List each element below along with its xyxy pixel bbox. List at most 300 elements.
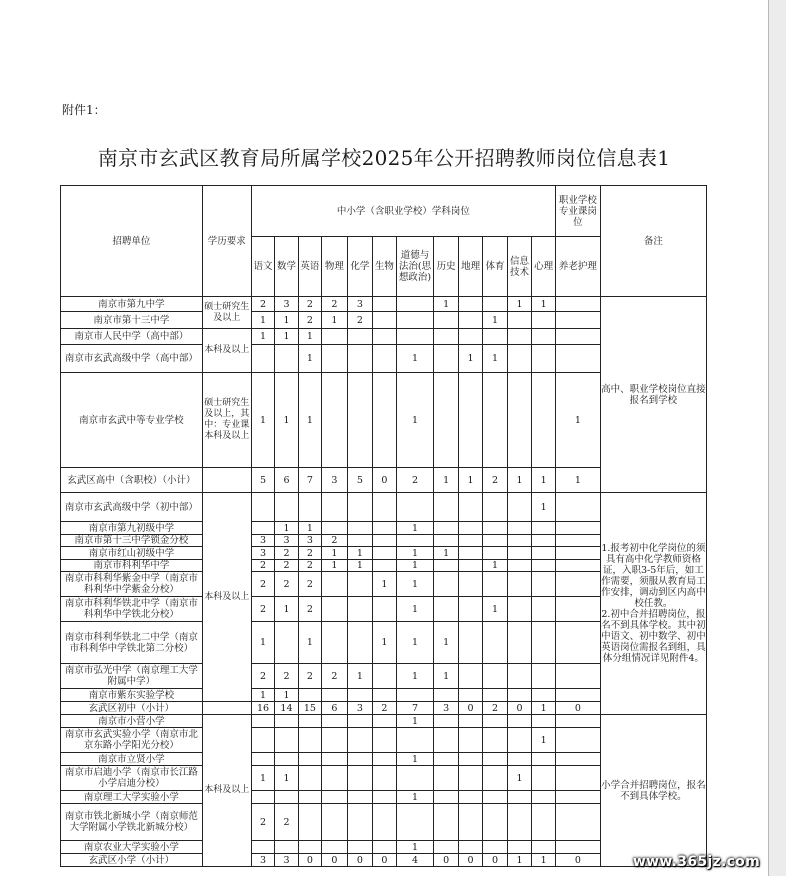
header-subject: 生物 — [373, 237, 396, 297]
header-subject: 地理 — [458, 237, 482, 297]
count-cell — [483, 297, 507, 312]
count-cell: 2 — [483, 468, 507, 493]
count-cell — [322, 841, 348, 854]
count-cell: 3 — [275, 535, 298, 547]
count-cell — [483, 841, 507, 854]
count-cell: 1 — [347, 547, 373, 560]
count-cell — [532, 547, 556, 560]
count-cell — [251, 522, 274, 535]
count-cell — [458, 753, 482, 766]
count-cell — [347, 622, 373, 664]
unit-cell: 玄武区高中（含职校）（小计） — [61, 468, 203, 493]
count-cell: 0 — [373, 468, 396, 493]
unit-cell: 南京市第九中学 — [61, 297, 203, 312]
count-cell — [396, 689, 434, 702]
count-cell — [507, 804, 531, 841]
unit-cell: 南京市小营小学 — [61, 715, 203, 728]
count-cell: 1 — [275, 522, 298, 535]
count-cell — [532, 841, 556, 854]
count-cell: 1 — [458, 468, 482, 493]
count-cell — [434, 329, 458, 345]
count-cell — [434, 753, 458, 766]
count-cell — [396, 329, 434, 345]
count-cell — [507, 312, 531, 329]
count-cell — [555, 329, 600, 345]
count-cell — [275, 753, 298, 766]
count-cell — [275, 715, 298, 728]
count-cell — [347, 791, 373, 804]
unit-cell: 玄武区小学（小计） — [61, 854, 203, 867]
count-cell — [251, 753, 274, 766]
count-cell — [555, 560, 600, 572]
count-cell — [483, 766, 507, 791]
count-cell — [373, 312, 396, 329]
count-cell — [532, 535, 556, 547]
count-cell — [507, 345, 531, 373]
count-cell: 3 — [251, 854, 274, 867]
count-cell: 1 — [298, 522, 321, 535]
count-cell — [322, 753, 348, 766]
count-cell — [275, 345, 298, 373]
count-cell: 1 — [396, 597, 434, 622]
count-cell — [373, 373, 396, 468]
unit-cell: 南京市科利华紫金中学（南京市科利华中学紫金分校） — [61, 572, 203, 597]
unit-cell: 南京市立贤小学 — [61, 753, 203, 766]
count-cell: 1 — [396, 547, 434, 560]
count-cell — [322, 791, 348, 804]
count-cell — [555, 689, 600, 702]
count-cell: 3 — [347, 297, 373, 312]
count-cell: 0 — [322, 854, 348, 867]
count-cell — [507, 329, 531, 345]
count-cell: 1 — [275, 689, 298, 702]
count-cell: 1 — [251, 622, 274, 664]
count-cell — [298, 766, 321, 791]
count-cell — [507, 622, 531, 664]
unit-cell: 南京市玄武中等专业学校 — [61, 373, 203, 468]
count-cell — [555, 791, 600, 804]
count-cell — [434, 766, 458, 791]
count-cell — [434, 597, 458, 622]
count-cell — [532, 329, 556, 345]
count-cell — [347, 841, 373, 854]
count-cell — [507, 547, 531, 560]
count-cell — [434, 373, 458, 468]
count-cell — [555, 535, 600, 547]
count-cell — [555, 715, 600, 728]
unit-cell: 南京市铁北新城小学（南京师范大学附属小学铁北新城分校） — [61, 804, 203, 841]
count-cell: 2 — [251, 664, 274, 689]
count-cell: 0 — [483, 854, 507, 867]
count-cell — [532, 664, 556, 689]
count-cell — [532, 791, 556, 804]
count-cell — [434, 715, 458, 728]
count-cell: 1 — [483, 597, 507, 622]
count-cell — [532, 597, 556, 622]
count-cell: 1 — [532, 297, 556, 312]
count-cell: 1 — [532, 468, 556, 493]
count-cell: 1 — [555, 373, 600, 468]
document-title: 南京市玄武区教育局所属学校2025年公开招聘教师岗位信息表1 — [97, 146, 671, 170]
count-cell — [396, 535, 434, 547]
watermark: www.365jz.com — [632, 854, 760, 870]
header-subject: 道德与法治(思想政治) — [396, 237, 434, 297]
count-cell — [532, 804, 556, 841]
count-cell — [458, 312, 482, 329]
count-cell: 1 — [251, 766, 274, 791]
count-cell — [373, 804, 396, 841]
count-cell: 3 — [298, 535, 321, 547]
header-subject: 数学 — [275, 237, 298, 297]
count-cell: 0 — [507, 702, 531, 715]
count-cell — [458, 572, 482, 597]
count-cell — [322, 329, 348, 345]
count-cell — [532, 345, 556, 373]
header-vocational-subject: 养老护理 — [555, 237, 600, 297]
count-cell — [507, 572, 531, 597]
count-cell: 0 — [434, 854, 458, 867]
count-cell — [347, 597, 373, 622]
count-cell — [483, 664, 507, 689]
count-cell: 1 — [434, 468, 458, 493]
count-cell — [298, 804, 321, 841]
count-cell — [458, 841, 482, 854]
count-cell — [458, 804, 482, 841]
count-cell: 2 — [298, 572, 321, 597]
count-cell — [458, 547, 482, 560]
count-cell — [347, 329, 373, 345]
count-cell — [373, 791, 396, 804]
count-cell: 1 — [532, 702, 556, 715]
count-cell — [347, 766, 373, 791]
count-cell — [298, 791, 321, 804]
count-cell — [532, 522, 556, 535]
count-cell — [322, 572, 348, 597]
count-cell: 0 — [458, 854, 482, 867]
count-cell — [434, 804, 458, 841]
count-cell — [434, 522, 458, 535]
table-row — [61, 715, 707, 728]
count-cell — [458, 597, 482, 622]
count-cell — [434, 791, 458, 804]
count-cell: 2 — [298, 664, 321, 689]
count-cell — [396, 728, 434, 753]
count-cell — [322, 728, 348, 753]
count-cell — [458, 329, 482, 345]
count-cell: 0 — [373, 854, 396, 867]
header-subject: 信息技术 — [507, 237, 531, 297]
count-cell — [458, 715, 482, 728]
count-cell: 1 — [458, 345, 482, 373]
count-cell: 1 — [275, 766, 298, 791]
education-cell: 本科及以上 — [202, 715, 251, 867]
count-cell: 1 — [373, 572, 396, 597]
count-cell: 3 — [347, 702, 373, 715]
count-cell — [347, 572, 373, 597]
count-cell — [373, 522, 396, 535]
count-cell: 2 — [298, 597, 321, 622]
count-cell — [532, 560, 556, 572]
count-cell — [347, 535, 373, 547]
unit-cell: 南京农业大学实验小学 — [61, 841, 203, 854]
count-cell — [434, 689, 458, 702]
unit-cell: 南京市第十三中学 — [61, 312, 203, 329]
count-cell — [458, 297, 482, 312]
count-cell — [483, 329, 507, 345]
count-cell: 1 — [373, 622, 396, 664]
count-cell — [373, 329, 396, 345]
count-cell — [347, 522, 373, 535]
count-cell: 1 — [396, 791, 434, 804]
count-cell — [434, 345, 458, 373]
unit-cell: 南京市第十三中学锁金分校 — [61, 535, 203, 547]
count-cell — [555, 312, 600, 329]
count-cell: 1 — [434, 622, 458, 664]
count-cell — [322, 766, 348, 791]
count-cell — [298, 493, 321, 522]
count-cell — [555, 664, 600, 689]
count-cell — [434, 493, 458, 522]
count-cell: 1 — [396, 560, 434, 572]
count-cell — [507, 791, 531, 804]
count-cell: 1 — [507, 854, 531, 867]
count-cell — [434, 535, 458, 547]
count-cell: 1 — [275, 373, 298, 468]
unit-cell: 南京市玄武实验小学（南京市北京东路小学阳光分校） — [61, 728, 203, 753]
count-cell: 6 — [322, 702, 348, 715]
count-cell: 1 — [251, 689, 274, 702]
count-cell: 1 — [275, 312, 298, 329]
count-cell — [507, 522, 531, 535]
count-cell — [532, 572, 556, 597]
count-cell: 2 — [298, 560, 321, 572]
count-cell: 2 — [298, 547, 321, 560]
count-cell — [507, 841, 531, 854]
count-cell: 1 — [483, 312, 507, 329]
count-cell: 1 — [532, 493, 556, 522]
count-cell — [458, 622, 482, 664]
education-cell — [202, 702, 251, 715]
count-cell — [483, 547, 507, 560]
count-cell: 1 — [275, 597, 298, 622]
unit-cell: 南京市红山初级中学 — [61, 547, 203, 560]
header-subject: 物理 — [322, 237, 348, 297]
count-cell: 2 — [322, 297, 348, 312]
count-cell — [555, 572, 600, 597]
count-cell — [298, 689, 321, 702]
count-cell — [483, 535, 507, 547]
count-cell: 1 — [532, 728, 556, 753]
education-cell: 硕士研究生及以上 — [202, 297, 251, 329]
count-cell — [322, 622, 348, 664]
count-cell: 2 — [373, 702, 396, 715]
unit-cell: 南京市启迪小学（南京市长江路小学启迪分校） — [61, 766, 203, 791]
count-cell — [373, 493, 396, 522]
count-cell: 1 — [251, 329, 274, 345]
count-cell — [532, 753, 556, 766]
count-cell: 4 — [396, 854, 434, 867]
count-cell: 0 — [347, 854, 373, 867]
count-cell: 1 — [434, 297, 458, 312]
count-cell — [251, 728, 274, 753]
count-cell: 6 — [275, 468, 298, 493]
count-cell — [298, 753, 321, 766]
count-cell — [322, 345, 348, 373]
count-cell — [373, 597, 396, 622]
table-row — [61, 297, 707, 312]
header-subject: 英语 — [298, 237, 321, 297]
education-cell — [202, 468, 251, 493]
count-cell — [555, 753, 600, 766]
count-cell — [322, 715, 348, 728]
count-cell — [483, 689, 507, 702]
count-cell — [507, 664, 531, 689]
count-cell — [507, 493, 531, 522]
count-cell — [275, 791, 298, 804]
count-cell: 3 — [322, 468, 348, 493]
remark-cell: 小学合并招聘岗位，报名不到具体学校。 — [600, 715, 706, 867]
count-cell — [458, 522, 482, 535]
count-cell — [347, 373, 373, 468]
count-cell: 16 — [251, 702, 274, 715]
count-cell — [555, 345, 600, 373]
count-cell: 2 — [251, 560, 274, 572]
count-cell: 7 — [298, 468, 321, 493]
count-cell — [373, 715, 396, 728]
count-cell — [347, 715, 373, 728]
count-cell: 1 — [298, 345, 321, 373]
header-subject: 体育 — [483, 237, 507, 297]
count-cell — [373, 766, 396, 791]
count-cell: 2 — [275, 664, 298, 689]
unit-cell: 南京市科利华铁北中学（南京市科利华中学铁北分校） — [61, 597, 203, 622]
count-cell — [483, 753, 507, 766]
count-cell: 1 — [396, 622, 434, 664]
count-cell — [555, 493, 600, 522]
count-cell — [532, 312, 556, 329]
count-cell — [532, 715, 556, 728]
count-cell — [373, 753, 396, 766]
count-cell: 2 — [275, 572, 298, 597]
count-cell — [347, 753, 373, 766]
count-cell: 1 — [322, 560, 348, 572]
count-cell — [251, 493, 274, 522]
count-cell — [532, 622, 556, 664]
count-cell — [532, 373, 556, 468]
count-cell — [483, 522, 507, 535]
count-cell — [434, 728, 458, 753]
count-cell: 2 — [396, 468, 434, 493]
count-cell — [396, 312, 434, 329]
count-cell: 2 — [251, 572, 274, 597]
unit-cell: 南京市第九初级中学 — [61, 522, 203, 535]
count-cell — [532, 766, 556, 791]
count-cell: 2 — [275, 804, 298, 841]
count-cell — [322, 804, 348, 841]
unit-cell: 南京市紫东实验学校 — [61, 689, 203, 702]
count-cell — [507, 560, 531, 572]
count-cell — [555, 766, 600, 791]
count-cell — [507, 728, 531, 753]
count-cell — [434, 312, 458, 329]
count-cell — [396, 766, 434, 791]
count-cell — [373, 297, 396, 312]
count-cell: 1 — [298, 373, 321, 468]
header-subject: 化学 — [347, 237, 373, 297]
count-cell: 1 — [298, 329, 321, 345]
count-cell: 1 — [396, 345, 434, 373]
count-cell: 0 — [555, 854, 600, 867]
unit-cell: 南京市科利华铁北二中学（南京市科利华中学铁北第二分校） — [61, 622, 203, 664]
count-cell: 3 — [251, 535, 274, 547]
count-cell — [347, 345, 373, 373]
count-cell: 1 — [322, 312, 348, 329]
count-cell — [275, 622, 298, 664]
unit-cell: 南京市人民中学（高中部） — [61, 329, 203, 345]
count-cell — [434, 572, 458, 597]
count-cell — [322, 373, 348, 468]
count-cell — [373, 689, 396, 702]
count-cell — [251, 791, 274, 804]
count-cell: 1 — [275, 329, 298, 345]
count-cell — [458, 373, 482, 468]
count-cell — [458, 664, 482, 689]
count-cell — [555, 547, 600, 560]
count-cell: 2 — [322, 535, 348, 547]
count-cell — [373, 841, 396, 854]
count-cell — [373, 728, 396, 753]
count-cell — [396, 804, 434, 841]
count-cell — [251, 715, 274, 728]
count-cell — [507, 689, 531, 702]
education-cell: 本科及以上 — [202, 493, 251, 702]
count-cell — [458, 728, 482, 753]
count-cell: 1 — [507, 468, 531, 493]
count-cell — [507, 373, 531, 468]
count-cell — [275, 728, 298, 753]
count-cell — [373, 664, 396, 689]
count-cell — [483, 791, 507, 804]
count-cell: 1 — [396, 373, 434, 468]
count-cell: 1 — [347, 560, 373, 572]
count-cell — [483, 572, 507, 597]
count-cell: 1 — [396, 572, 434, 597]
count-cell — [434, 560, 458, 572]
header-subject: 语文 — [251, 237, 274, 297]
table-row — [61, 493, 707, 522]
header-subject: 历史 — [434, 237, 458, 297]
count-cell — [483, 728, 507, 753]
count-cell — [373, 547, 396, 560]
count-cell — [373, 535, 396, 547]
count-cell — [483, 373, 507, 468]
count-cell: 2 — [347, 312, 373, 329]
count-cell: 0 — [458, 702, 482, 715]
page-edge — [768, 0, 786, 876]
count-cell: 1 — [507, 297, 531, 312]
count-cell — [347, 689, 373, 702]
header-vocational-group: 职业学校专业课岗位 — [555, 186, 600, 237]
unit-cell: 南京市弘光中学（南京理工大学附属中学） — [61, 664, 203, 689]
count-cell: 2 — [298, 297, 321, 312]
count-cell: 1 — [347, 664, 373, 689]
count-cell — [483, 715, 507, 728]
count-cell: 3 — [275, 854, 298, 867]
count-cell — [458, 791, 482, 804]
count-cell — [347, 728, 373, 753]
count-cell: 2 — [298, 312, 321, 329]
count-cell — [483, 804, 507, 841]
